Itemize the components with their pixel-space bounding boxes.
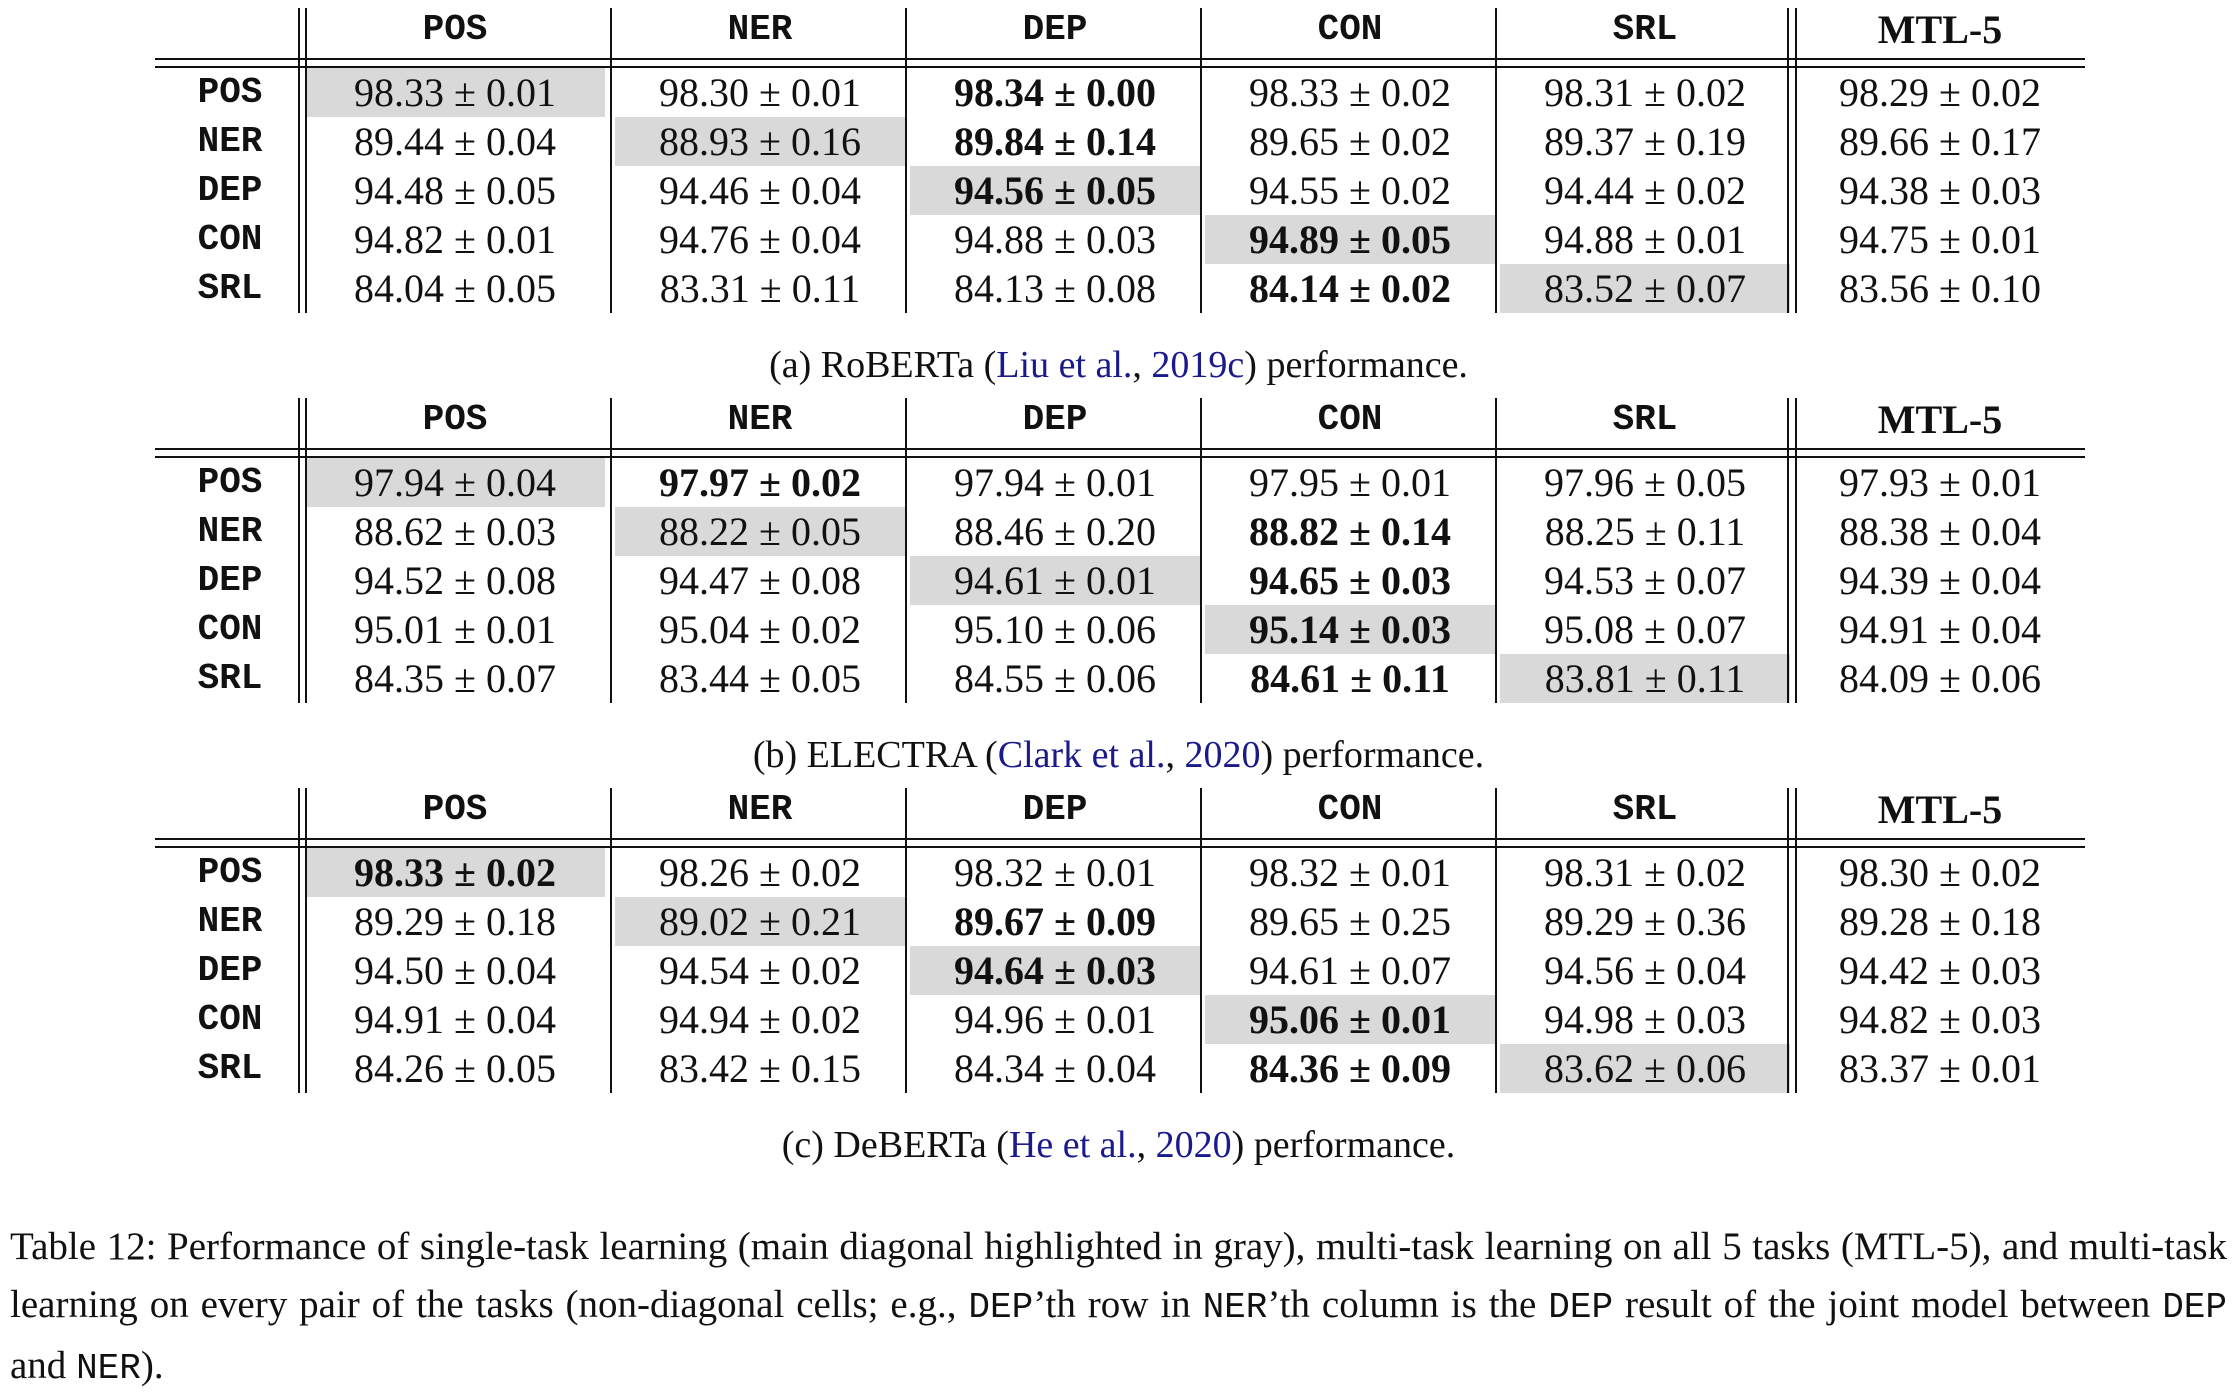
table-cell: 94.91 ± 0.04: [1839, 607, 2041, 652]
table-cell: 94.89 ± 0.05: [1205, 215, 1495, 264]
table-cell: 89.84 ± 0.14: [954, 119, 1156, 164]
column-divider: [305, 8, 307, 313]
column-divider: [1200, 788, 1202, 1093]
table-cell: 84.09 ± 0.06: [1839, 656, 2041, 701]
table-cell: 94.46 ± 0.04: [659, 168, 861, 213]
table-cell: 84.34 ± 0.04: [954, 1046, 1156, 1091]
table-cell: 98.30 ± 0.01: [659, 70, 861, 115]
citation-link[interactable]: 2020: [1155, 1124, 1232, 1166]
table-cell: 83.62 ± 0.06: [1500, 1044, 1790, 1093]
table-cell: 89.65 ± 0.25: [1249, 899, 1451, 944]
citation-link[interactable]: 2019c: [1151, 344, 1245, 386]
citation-link[interactable]: Clark et al.: [997, 734, 1166, 776]
table-cell: 98.31 ± 0.02: [1544, 850, 1746, 895]
column-divider: [305, 398, 307, 703]
table-cell: 94.52 ± 0.08: [354, 558, 556, 603]
table-cell: 84.04 ± 0.05: [354, 266, 556, 311]
row-label: CON: [197, 219, 263, 260]
caption-text: ,: [1165, 734, 1185, 776]
column-divider: [610, 398, 612, 703]
caption-text: ,: [1136, 1124, 1156, 1166]
column-header: NER: [727, 399, 793, 440]
table-cell: 98.33 ± 0.01: [305, 68, 605, 117]
row-label: NER: [197, 901, 263, 942]
table-cell: 97.97 ± 0.02: [659, 460, 861, 505]
row-label: SRL: [197, 658, 263, 699]
column-divider: [298, 8, 300, 313]
caption-text: ).: [140, 1344, 164, 1387]
table-cell: 89.67 ± 0.09: [954, 899, 1156, 944]
citation-link[interactable]: He et al.: [1008, 1124, 1137, 1166]
caption-text: (b) ELECTRA (: [752, 734, 998, 776]
table-cell: 97.95 ± 0.01: [1249, 460, 1451, 505]
column-divider: [1787, 398, 1789, 703]
column-divider: [1795, 788, 1797, 1093]
table-caption: [10, 1218, 2227, 1398]
column-header: DEP: [1022, 789, 1088, 830]
table-cell: 98.32 ± 0.01: [954, 850, 1156, 895]
column-divider: [1495, 8, 1497, 313]
table-cell: 88.82 ± 0.14: [1249, 509, 1451, 554]
table-cell: 94.88 ± 0.01: [1544, 217, 1746, 262]
table-cell: 94.94 ± 0.02: [659, 997, 861, 1042]
column-divider: [1200, 8, 1202, 313]
column-divider: [1787, 8, 1789, 313]
table-cell: 89.65 ± 0.02: [1249, 119, 1451, 164]
table-cell: 95.06 ± 0.01: [1205, 995, 1495, 1044]
caption-text: ,: [1132, 344, 1152, 386]
row-label: CON: [197, 999, 263, 1040]
subtable-caption: [0, 340, 2237, 390]
table-cell: 94.56 ± 0.05: [910, 166, 1200, 215]
table-cell: 94.96 ± 0.01: [954, 997, 1156, 1042]
table-cell: 98.31 ± 0.02: [1544, 70, 1746, 115]
citation-link[interactable]: 2020: [1184, 734, 1261, 776]
table-cell: 95.04 ± 0.02: [659, 607, 861, 652]
caption-code: NER: [76, 1348, 141, 1389]
column-header: POS: [422, 789, 488, 830]
column-header: SRL: [1612, 789, 1678, 830]
table-cell: 97.94 ± 0.04: [305, 458, 605, 507]
citation-link[interactable]: Liu et al.: [996, 344, 1133, 386]
table-cell: 84.14 ± 0.02: [1249, 266, 1451, 311]
table-cell: 89.29 ± 0.18: [354, 899, 556, 944]
row-label: DEP: [197, 170, 263, 211]
row-label: POS: [197, 72, 263, 113]
table-cell: 94.88 ± 0.03: [954, 217, 1156, 262]
caption-text: ’th row in: [1033, 1283, 1203, 1326]
column-header: MTL-5: [1877, 787, 2003, 832]
table-cell: 88.22 ± 0.05: [615, 507, 905, 556]
row-label: DEP: [197, 560, 263, 601]
table-cell: 88.93 ± 0.16: [615, 117, 905, 166]
column-header: DEP: [1022, 9, 1088, 50]
table-cell: 94.44 ± 0.02: [1544, 168, 1746, 213]
table-cell: 95.14 ± 0.03: [1205, 605, 1495, 654]
column-header: POS: [422, 399, 488, 440]
subtable-caption: [0, 730, 2237, 780]
table-cell: 95.01 ± 0.01: [354, 607, 556, 652]
subtable-caption: [0, 1120, 2237, 1170]
table-cell: 83.37 ± 0.01: [1839, 1046, 2041, 1091]
caption-text: and: [10, 1344, 77, 1387]
table-cell: 94.61 ± 0.07: [1249, 948, 1451, 993]
column-header: CON: [1317, 789, 1383, 830]
table-cell: 94.55 ± 0.02: [1249, 168, 1451, 213]
table-cell: 98.34 ± 0.00: [954, 70, 1156, 115]
table-cell: 88.25 ± 0.11: [1544, 509, 1746, 554]
column-divider: [1795, 398, 1797, 703]
row-label: POS: [197, 462, 263, 503]
table-cell: 89.28 ± 0.18: [1839, 899, 2041, 944]
table-cell: 98.33 ± 0.02: [305, 848, 605, 897]
table-cell: 89.29 ± 0.36: [1544, 899, 1746, 944]
row-label: DEP: [197, 950, 263, 991]
table-cell: 89.37 ± 0.19: [1544, 119, 1746, 164]
row-label: SRL: [197, 268, 263, 309]
column-header: CON: [1317, 9, 1383, 50]
caption-code: DEP: [1548, 1287, 1614, 1328]
row-label: NER: [197, 511, 263, 552]
table-cell: 88.62 ± 0.03: [354, 509, 556, 554]
row-label: SRL: [197, 1048, 263, 1089]
row-label: CON: [197, 609, 263, 650]
column-header: CON: [1317, 399, 1383, 440]
table-cell: 89.66 ± 0.17: [1839, 119, 2041, 164]
column-divider: [305, 788, 307, 1093]
table-cell: 97.96 ± 0.05: [1544, 460, 1746, 505]
table-cell: 83.81 ± 0.11: [1500, 654, 1790, 703]
caption-text: (a) RoBERTa (: [769, 344, 997, 386]
caption-text: (c) DeBERTa (: [781, 1124, 1009, 1166]
table-cell: 84.55 ± 0.06: [954, 656, 1156, 701]
column-header: MTL-5: [1877, 397, 2003, 442]
table-cell: 95.10 ± 0.06: [954, 607, 1156, 652]
table-cell: 98.30 ± 0.02: [1839, 850, 2041, 895]
caption-code: NER: [1202, 1287, 1268, 1328]
table-cell: 94.98 ± 0.03: [1544, 997, 1746, 1042]
column-divider: [905, 788, 907, 1093]
table-cell: 94.56 ± 0.04: [1544, 948, 1746, 993]
column-header: MTL-5: [1877, 7, 2003, 52]
table-cell: 94.61 ± 0.01: [910, 556, 1200, 605]
caption-code: DEP: [2162, 1287, 2227, 1328]
table-cell: 94.64 ± 0.03: [910, 946, 1200, 995]
table-cell: 83.52 ± 0.07: [1500, 264, 1790, 313]
table-cell: 84.61 ± 0.11: [1250, 656, 1450, 701]
table-cell: 88.46 ± 0.20: [954, 509, 1156, 554]
column-header: POS: [422, 9, 488, 50]
column-divider: [905, 8, 907, 313]
column-header: SRL: [1612, 9, 1678, 50]
table-cell: 94.54 ± 0.02: [659, 948, 861, 993]
table-cell: 97.93 ± 0.01: [1839, 460, 2041, 505]
table-cell: 83.44 ± 0.05: [659, 656, 861, 701]
table-cell: 94.76 ± 0.04: [659, 217, 861, 262]
table-cell: 95.08 ± 0.07: [1544, 607, 1746, 652]
caption-text: ’th column is the: [1267, 1283, 1549, 1326]
row-label: NER: [197, 121, 263, 162]
table-cell: 94.47 ± 0.08: [659, 558, 861, 603]
table-cell: 83.31 ± 0.11: [659, 266, 861, 311]
table-cell: 98.32 ± 0.01: [1249, 850, 1451, 895]
table-cell: 98.29 ± 0.02: [1839, 70, 2041, 115]
caption-text: ) performance.: [1260, 734, 1485, 776]
column-header: NER: [727, 789, 793, 830]
table-cell: 84.36 ± 0.09: [1249, 1046, 1451, 1091]
table-cell: 88.38 ± 0.04: [1839, 509, 2041, 554]
table-cell: 83.56 ± 0.10: [1839, 266, 2041, 311]
caption-code: DEP: [968, 1287, 1034, 1328]
table-cell: 94.91 ± 0.04: [354, 997, 556, 1042]
table-cell: 84.35 ± 0.07: [354, 656, 556, 701]
table-cell: 84.13 ± 0.08: [954, 266, 1156, 311]
caption-text: result of the joint model between: [1613, 1283, 2163, 1326]
table-cell: 98.33 ± 0.02: [1249, 70, 1451, 115]
column-divider: [1495, 398, 1497, 703]
column-divider: [905, 398, 907, 703]
table-cell: 97.94 ± 0.01: [954, 460, 1156, 505]
table-cell: 94.50 ± 0.04: [354, 948, 556, 993]
column-divider: [1495, 788, 1497, 1093]
column-divider: [610, 788, 612, 1093]
table-cell: 83.42 ± 0.15: [659, 1046, 861, 1091]
table-cell: 94.82 ± 0.03: [1839, 997, 2041, 1042]
caption-text: Table 12: Performance of single-task learning (main diagonal highlighted in gray), multi-task learning on all 5 tasks (MTL-5), and multi-task learning on every pair of the tasks (non-diagonal cells; e.g.,: [10, 1225, 2227, 1326]
table-cell: 94.38 ± 0.03: [1839, 168, 2041, 213]
column-header: SRL: [1612, 399, 1678, 440]
row-label: POS: [197, 852, 263, 893]
table-cell: 89.02 ± 0.21: [615, 897, 905, 946]
column-divider: [1787, 788, 1789, 1093]
table-cell: 98.26 ± 0.02: [659, 850, 861, 895]
column-divider: [610, 8, 612, 313]
table-cell: 94.65 ± 0.03: [1249, 558, 1451, 603]
column-divider: [298, 788, 300, 1093]
table-cell: 94.39 ± 0.04: [1839, 558, 2041, 603]
column-divider: [1200, 398, 1202, 703]
column-header: DEP: [1022, 399, 1088, 440]
column-divider: [298, 398, 300, 703]
table-cell: 94.42 ± 0.03: [1839, 948, 2041, 993]
caption-text: ) performance.: [1244, 344, 1468, 386]
caption-text: ) performance.: [1231, 1124, 1456, 1166]
column-divider: [1795, 8, 1797, 313]
table-cell: 94.82 ± 0.01: [354, 217, 556, 262]
table-cell: 89.44 ± 0.04: [354, 119, 556, 164]
table-cell: 94.48 ± 0.05: [354, 168, 556, 213]
table-cell: 94.53 ± 0.07: [1544, 558, 1746, 603]
column-header: NER: [727, 9, 793, 50]
table-cell: 94.75 ± 0.01: [1839, 217, 2041, 262]
table-cell: 84.26 ± 0.05: [354, 1046, 556, 1091]
